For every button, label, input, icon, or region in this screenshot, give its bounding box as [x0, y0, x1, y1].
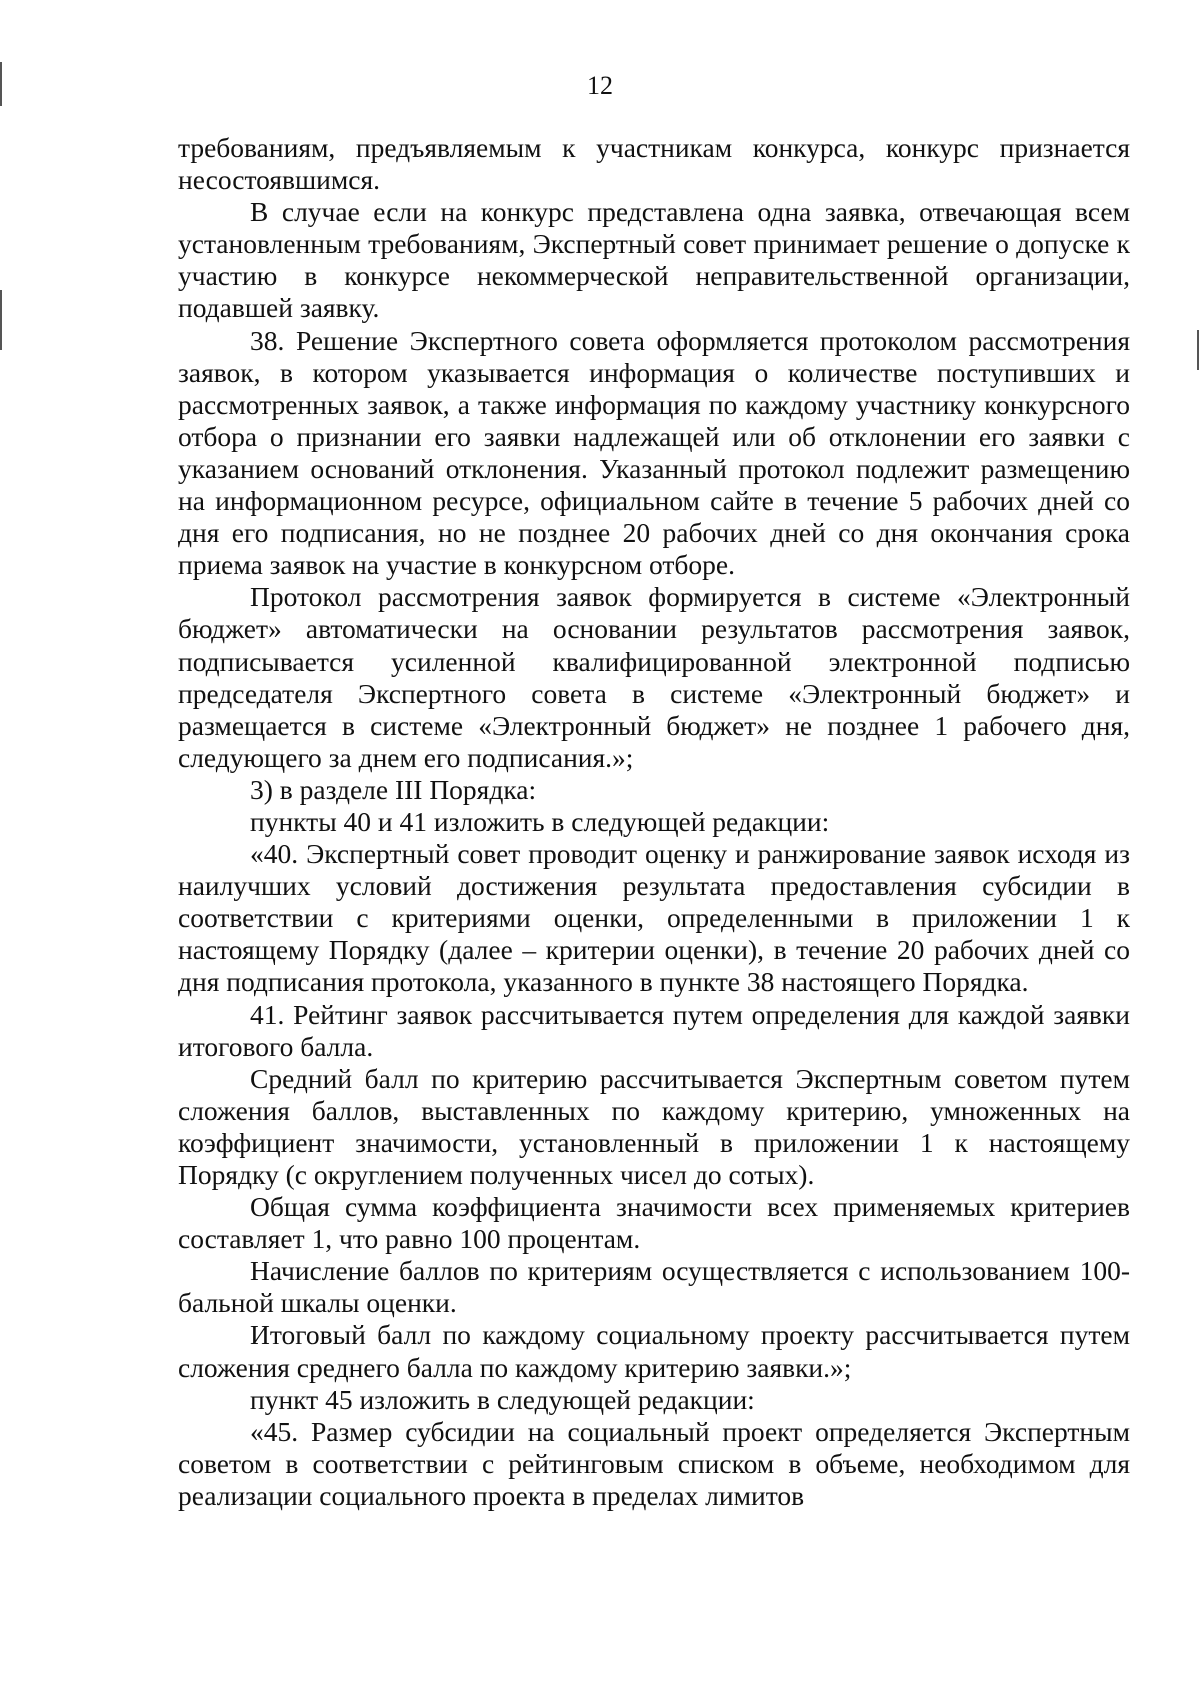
paragraph: требованиям, предъявляемым к участникам конкурса, конкурс признается несостоявшимся. — [178, 132, 1130, 196]
paragraph: Начисление баллов по критериям осуществляется с использованием 100-бальной шкалы оценки. — [178, 1255, 1130, 1319]
paragraph: 3) в разделе III Порядка: — [250, 773, 537, 805]
paragraph: Итоговый балл по каждому социальному проекту рассчитывается путем сложения среднего балла по каждому критерию заявки.»; — [178, 1319, 1130, 1383]
paragraph: «40. Экспертный совет проводит оценку и ранжирование заявок исходя из наилучших условий достижения результата предоставления субсидии в соответствии с критериями оценки, определенными в приложении 1 к настоящему Порядку (далее – критерии оценки), в течение 20 рабочих дней со дня подписания протокола, указанного в пункте 38 настоящего Порядка. — [178, 838, 1130, 998]
paragraph: Общая сумма коэффициента значимости всех применяемых критериев составляет 1, что равно 100 процентам. — [178, 1191, 1130, 1255]
scan-artifact-left-edge-lower — [0, 290, 2, 350]
paragraph: пункт 45 изложить в следующей редакции: — [250, 1383, 755, 1415]
paragraph: Средний балл по критерию рассчитывается Экспертным советом путем сложения баллов, выставленных по каждому критерию, умноженных на коэффициент значимости, установленный в приложении 1 к настоящему Порядку (с округлением полученных чисел до сотых). — [178, 1062, 1130, 1190]
paragraph: 38. Решение Экспертного совета оформляется протоколом рассмотрения заявок, в котором указывается информация о количестве поступивших и рассмотренных заявок, а также информация по каждому участнику конкурсного отбора о признании его заявки надлежащей или об отклонении его заявки с указанием оснований отклонения. Указанный протокол подлежит размещению на информационном ресурсе, официальном сайте в течение 5 рабочих дней со дня его подписания, но не позднее 20 рабочих дней со дня окончания срока приема заявок на участие в конкурсном отборе. — [178, 324, 1130, 581]
document-body — [178, 132, 1130, 1512]
paragraph: пункты 40 и 41 изложить в следующей редакции: — [250, 805, 830, 837]
paragraph: В случае если на конкурс представлена одна заявка, отвечающая всем установленным требованиям, Экспертный совет принимает решение о допуске к участию в конкурсе некоммерческой неправительственной организации, подавшей заявку. — [178, 196, 1130, 324]
paragraph: Протокол рассмотрения заявок формируется в системе «Электронный бюджет» автоматически на основании результатов рассмотрения заявок, подписывается усиленной квалифицированной электронной подписью председателя Экспертного совета в системе «Электронный бюджет» и размещается в системе «Электронный бюджет» не позднее 1 рабочего дня, следующего за днем его подписания.»; — [178, 581, 1130, 773]
paragraph: 41. Рейтинг заявок рассчитывается путем определения для каждой заявки итогового балла. — [178, 998, 1130, 1062]
scan-artifact-right-edge — [1197, 330, 1199, 370]
page-number: 12 — [587, 71, 613, 100]
paragraph: «45. Размер субсидии на социальный проект определяется Экспертным советом в соответствии с рейтинговым списком в объеме, необходимом для реализации социального проекта в пределах лимитов — [178, 1415, 1130, 1511]
